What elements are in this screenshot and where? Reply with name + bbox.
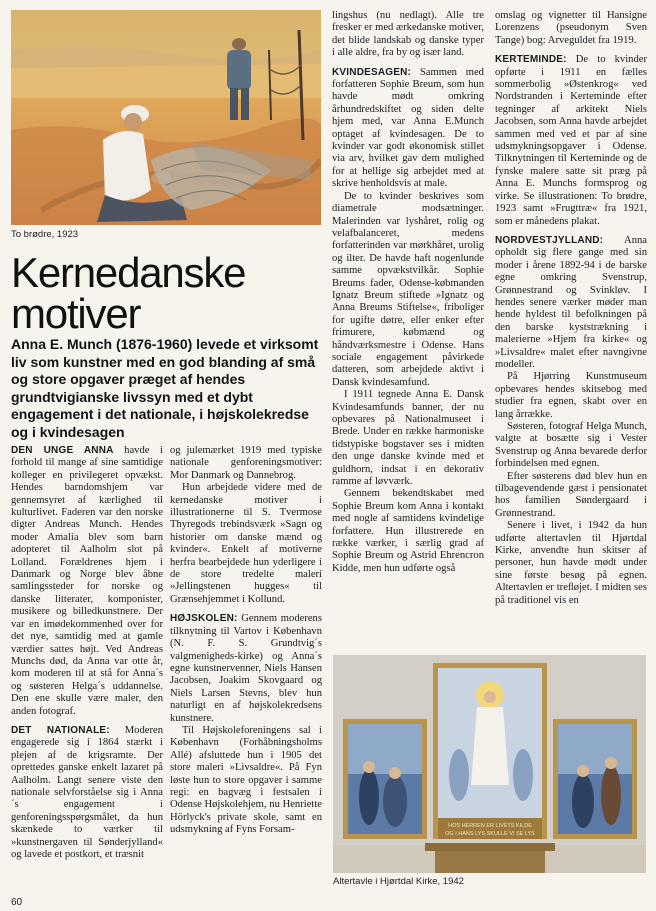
- section-kvindesagen: [332, 67, 484, 191]
- section-den-unge-anna: [11, 445, 163, 718]
- paragraph: Hun arbejdede videre med de kernedanske motiver i illustrationerne til S. Tvermose Thyregods trebindsværk »Sagn og historier om danske mænd og kvinder«. Enkelt af motiverne herfra bearbejdede hun yderligere i de store tredelte maleri »Jellingstenen hugges« til Grænsehjemmet i Kollund.: [170, 482, 322, 605]
- column-3: [332, 10, 484, 575]
- section-heading: DEN UNGE ANNA: [11, 445, 114, 456]
- section-heading: NORDVESTJYLLAND:: [495, 234, 604, 246]
- section-text: Anna opholdt sig flere gange med sin moder i årene 1892-94 i de barske egne omkring Svenstrup, Grønnestrand og Svinkløv. I hendes senere værker møder man hende hyldest til befolkningen på den barske kyststrækning i malerierne »Hjem fra kirke« og »Livsaldre« malet efter navngivne modeller.: [495, 234, 647, 370]
- paragraph: Til Højskoleforeningens sal i København (Forhåbningsholms Allé) afsluttede hun i 1905 det store maleri »Livsaldre«. På Fyn løste hun to store opgaver i samme regi: en bagvæg i festsalen i Odense Højskolehjem, nu Henriette Hörlyck's private skole, samt en udsmykning af Fyns Forsam-: [170, 724, 322, 836]
- section-kerteminde: [495, 54, 647, 228]
- section-text: Moderen engagerede sig i 1864 stærkt i plejen af de krigsramte. Der oprettedes ganske enkelt lazaret på Aalholm. Langt senere viste den nationale selvforståelse sig i Anna´s engagement i genforeningsspørgsmålet, da hun skænkede to værker til »kunstnergaven til Sønderjylland« og lavede et postkort, et træsnit: [11, 724, 163, 860]
- altar-caption: Altertavle i Hjørtdal Kirke, 1942: [333, 876, 464, 887]
- column-1: [11, 445, 163, 861]
- section-text: Gennem moderens tilknytning til Vartov i København (N. F. S. Grundtvig´s valgmenigheds-kirke) og Anna´s egne kunstnervenner, Niels Hansen Jacobsen, Joakim Skovgaard og Niels Larsen Stevns, blev hun naturligt en af højskolekredsens kunstnere.: [170, 613, 322, 724]
- title-line-2: motiver: [11, 290, 141, 337]
- page-number: 60: [11, 897, 23, 908]
- section-heading: HØJSKOLEN:: [170, 613, 238, 625]
- paragraph: I 1911 tegnede Anna E. Dansk Kvindesamfunds banner, der nu opbevares på Nationalmuseet i Brede. Under en række harmoniske tidstypiske bogstaver ses i midten den unge danske kvinde med et guldhorn, indsat i en dekorativ ramme af løvværk.: [332, 389, 484, 488]
- top-image-caption: To brødre, 1923: [11, 229, 79, 240]
- paragraph: På Hjørring Kunstmuseum opbevares hendes skitsebog med studier fra egnen, skabt over en lang årrække.: [495, 371, 647, 420]
- section-heading: DET NATIONALE:: [11, 724, 110, 736]
- section-nordvestjylland: [495, 235, 647, 371]
- column-4: [495, 10, 647, 607]
- paragraph: Søsteren, fotograf Helga Munch, valgte at bosætte sig i Vester Svenstrup og Anna bevarede derfor forbindelsen med egnen.: [495, 421, 647, 470]
- title-line-1: Kernedanske: [11, 249, 246, 296]
- section-text: Sammen med forfatteren Sophie Breum, som hun havde mødt omkring århundredskiftet og siden delte hjem med, var Anna E.Munch optaget af kvindesagen. De to kvinder var godt økonomisk stillet via arv, hvilket gav dem mulighed for at hellige sig arbejdet med at skrive henholdsvis at male.: [332, 66, 484, 190]
- section-heading: KERTEMINDE:: [495, 54, 567, 66]
- altar-inscription-line-2: OG I HANS LYS SKULLE VI SE LYS: [445, 831, 535, 837]
- lead-paragraph: Anna E. Munch (1876-1960) levede et virksomt liv som kunstner med en god blanding af små og store opgaver præget af hendes grundtvigianske livssyn med et dybt engagement i det nationale, i højskolekredse og i kvindesagen: [11, 336, 319, 440]
- paragraph: De to kvinder beskrives som diametrale modsætninger. Malerinden var lyshåret, rolig og velafbalanceret, medens forfatterinden var mørkhåret, urolig og ilter. De havde haft nogenlunde samme opvækstvilkår. Sophie Breums fader, Odense-købmanden Ignatz Breum stiftede »Ignatz og Anna Breums Stiftelse«, friboliger for ugifte døtre, eller enker efter frimurere, købmænd og håndværksmestre i Odense. Hans sociale engagement påvirkede datteren, som arbejdede aktivt i Dansk kvindesamfund.: [332, 190, 484, 388]
- paragraph: Efter søsterens død blev hun en tilbagevendende gæst i pensionatet hos familien Søndergaard i Grønnestrand.: [495, 470, 647, 519]
- column-2: [170, 445, 322, 837]
- section-text: havde i forhold til mange af sine samtidige kolleger en privilegeret opvækst. Hendes barndomshjem var gennemsyret af kærlighed til kulturlivet. Faderen var den norske digter Andreas Munch. Hendes moder Amalia blev som barn adopteret til Aalholm slot på Lolland. Forældrenes hjem i Danmark og Norge blev åbne samlingssteder for norske og danske litterater, komponister, musikere og billedkunstnere. Der var en imødekommenhed over for det nye, samtidig med at gamle værdier sattes højt. Ved Andreas Munchs død, da Anna var otte år, kom moderen til at stå for Anna´s og søsteren Helga´s uddannelse. Den ene skulle være maler, den anden fotograf.: [11, 445, 163, 717]
- section-text: De to kvinder opførte i 1911 en fælles sommerbolig »Østenkrog« ved Nordstranden i Kerteminde efter tegninger af arkitekt Niels Jacobsen, som Anna havde arbejdet sammen med ved et par af sine udsmykningsopgaver i Odense. Tilknytningen til Kerteminde og de fynske malere satte sit præg på Anna E. Munchs formsprog og virke. Se illustrationen: To brødre, 1923 samt »Frugttræ« fra 1921, som er månedens plakat.: [495, 54, 647, 227]
- section-heading: KVINDESAGEN:: [332, 66, 412, 78]
- paragraph: Senere i livet, i 1942 da hun udførte altertavlen til Hjørtdal Kirke, anvendte hun skitser af personer, hun havde mødt under sine første besøg på egnen. Altertavlen er treﬂøjet. I midten ses på traditionel vis en: [495, 520, 647, 606]
- section-hojskolen: [170, 613, 322, 725]
- paragraph: omslag og vignetter til Hansigne Lorenzens (pseudonym Sven Tange) bog: Arveguldet fra 1919.: [495, 10, 647, 46]
- paragraph: Gennem bekendtskabet med Sophie Breum kom Anna i kontakt med nogle af samtidens kvindelige forfattere. Hun illustrerede en række værker, i særlig grad af Sophie Breum og Astrid Ehrencron Kidde, men hun udførte også: [332, 488, 484, 574]
- section-det-nationale: [11, 725, 163, 861]
- altar-painting: [333, 655, 646, 873]
- paragraph: og julemærket 1919 med typiske nationale genforeningsmotiver: Mor Danmark og Dannebrog.: [170, 445, 322, 481]
- altar-inscription-line-1: HOS HERREN ER LIVETS KILDE: [448, 823, 532, 829]
- article-title: [11, 249, 321, 337]
- paragraph: lingshus (nu nedlagt). Alle tre fresker er med ærkedanske motiver, det blide landskab og danske typer i alle aldre, fra by og især land.: [332, 10, 484, 59]
- painting-to-brodre: [11, 10, 321, 225]
